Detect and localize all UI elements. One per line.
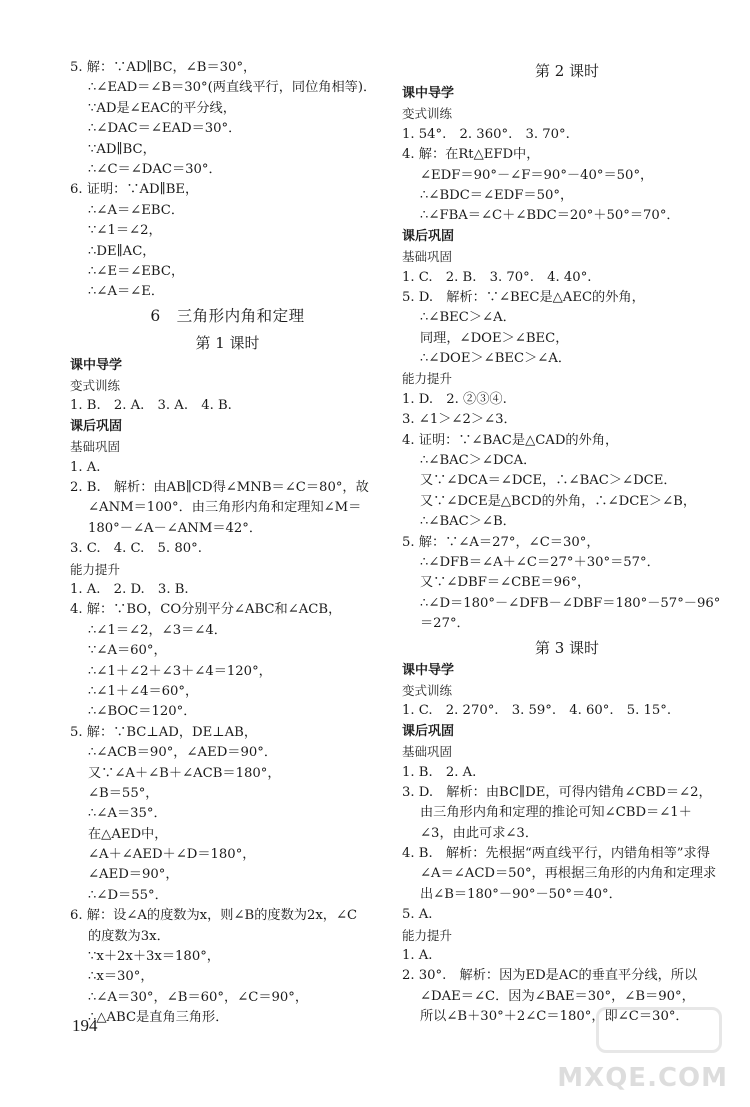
text-line: ∠A＝∠ACD＝50°，再根据三角形的内角和定理求 <box>420 866 717 882</box>
section-heading: 课后巩固 <box>402 723 455 739</box>
text-line: ∴∠BAC＞∠B． <box>420 514 516 530</box>
text-line: ∴∠1＋∠2＋∠3＋∠4＝120°， <box>88 663 272 679</box>
left-column <box>70 58 385 1029</box>
text-line: ∵x＋2x＋3x＝180°， <box>88 949 220 965</box>
text-line: ∴∠DFB＝∠A＋∠C＝27°＋30°＝57°． <box>420 554 660 570</box>
text-line: 4. B. 解析：先根据“两直线平行，内错角相等”求得 <box>402 846 710 862</box>
text-line: ∴∠ACB＝90°，∠AED＝90°． <box>88 745 278 761</box>
watermark-text: MXQE.COM <box>557 1063 728 1093</box>
text-line: ∠A＋∠AED＋∠D＝180°， <box>88 847 256 863</box>
text-line: ∠AED＝90°， <box>88 867 179 883</box>
text-line: 5. 解：∵AD∥BC，∠B＝30°， <box>70 60 257 75</box>
text-line: 1. A. <box>70 459 101 475</box>
text-line: 3. C. 4. C. 5. 80°. <box>70 541 202 557</box>
text-line: 又∵∠DBF＝∠CBE＝96°， <box>420 575 591 591</box>
text-line: ∴∠A＝∠EBC． <box>88 202 185 218</box>
text-line: ∠EDF＝90°－∠F＝90°－40°＝50°， <box>420 167 654 183</box>
text-line: 又∵∠DCE是△BCD的外角，∴∠DCE＞∠B， <box>420 493 697 509</box>
text-line: 6. 证明：∵AD∥BE， <box>70 182 199 198</box>
page-number: 194 <box>72 1016 98 1035</box>
text-line: ∴∠A＝∠E． <box>88 284 165 300</box>
lesson-title: 第 2 课时 <box>534 62 600 80</box>
text-line: 1. C. 2. B. 3. 70°. 4. 40°. <box>402 269 592 285</box>
text-line: ∴x＝30°， <box>88 969 154 985</box>
text-line: ∴∠A＝35°． <box>88 806 167 822</box>
text-line: ∴∠D＝55°． <box>88 887 168 903</box>
text-line: ∴DE∥AC， <box>88 243 156 259</box>
text-line: 3. ∠1＞∠2＞∠3． <box>402 412 517 428</box>
text-line: 又∵∠DCA＝∠DCE，∴∠BAC＞∠DCE． <box>420 473 677 489</box>
text-line: 4. 证明：∵∠BAC是△CAD的外角， <box>402 432 619 448</box>
text-line: ∵∠1＝∠2， <box>88 223 162 239</box>
watermark-logo <box>557 1011 742 1101</box>
subsection-heading: 基础巩固 <box>402 744 453 760</box>
text-line: ∠DAE＝∠C．因为∠BAE＝30°，∠B＝90°， <box>420 988 695 1004</box>
subsection-heading: 能力提升 <box>402 927 453 943</box>
section-heading: 课中导学 <box>70 357 123 373</box>
text-line: 1. 54°. 2. 360°. 3. 70°. <box>402 126 570 142</box>
text-line: 5. A. <box>402 907 433 923</box>
watermark-mark-icon <box>596 1007 722 1053</box>
text-line: ＝27°． <box>420 616 470 632</box>
text-line: 1. D. 2. ②③④. <box>402 391 507 407</box>
text-line: ∴∠1＋∠4＝60°， <box>88 683 199 699</box>
text-line: ∴∠E＝∠EBC， <box>88 263 185 279</box>
section-heading: 课中导学 <box>402 86 455 101</box>
text-line: ∴∠C＝∠DAC＝30°． <box>88 161 222 177</box>
subsection-heading: 能力提升 <box>70 561 121 577</box>
text-line: 在△AED中， <box>88 826 168 842</box>
text-line: ∴∠A＝30°，∠B＝60°，∠C＝90°， <box>88 989 309 1005</box>
text-line: ∴△ABC是直角三角形． <box>88 1010 229 1026</box>
text-line: 2. B. 解析：由AB∥CD得∠MNB＝∠C＝80°，故 <box>70 480 369 496</box>
text-line: ∴∠BEC＞∠A． <box>420 310 516 326</box>
text-line: ∴∠DOE＞∠BEC＞∠A． <box>420 351 572 367</box>
text-line: ∴∠EAD＝∠B＝30°(两直线平行，同位角相等)． <box>88 80 377 96</box>
text-line: 同理，∠DOE＞∠BEC， <box>420 330 569 346</box>
text-line: 4. 解：在Rt△EFD中， <box>402 147 540 163</box>
lesson-title: 第 3 课时 <box>534 638 600 657</box>
section-heading: 课中导学 <box>402 662 455 678</box>
text-line: 1. C. 2. 270°. 3. 59°. 4. 60°. 5. 15°. <box>402 703 672 719</box>
text-line: ∴∠DAC＝∠EAD＝30°． <box>88 121 242 137</box>
text-line: ∵AD是∠EAC的平分线， <box>88 100 236 116</box>
text-line: ∠B＝55°， <box>88 785 159 801</box>
text-line: 1. A. <box>402 948 433 964</box>
text-line: 1. B. 2. A. 3. A. 4. B. <box>70 398 232 414</box>
subsection-heading: 基础巩固 <box>70 439 121 455</box>
text-line: 6. 解：设∠A的度数为x，则∠B的度数为2x，∠C <box>70 908 358 924</box>
text-line: 的度数为3x． <box>88 928 170 944</box>
text-line: 出∠B＝180°－90°－50°＝40°． <box>420 886 622 902</box>
text-line: 由三角形内角和定理的推论可知∠CBD＝∠1＋ <box>420 805 692 821</box>
text-line: 2. 30°. 解析：因为ED是AC的垂直平分线，所以 <box>402 968 698 984</box>
text-line: 1. A. 2. D. 3. B. <box>70 581 189 597</box>
text-line: ∴∠D＝180°－∠DFB－∠DBF＝180°－57°－96° <box>420 595 721 611</box>
text-line: ∴∠BDC＝∠EDF＝50°， <box>420 187 574 203</box>
text-line: ∴∠BAC＞∠DCA． <box>420 453 537 469</box>
text-line: ∴∠BOC＝120°． <box>88 704 197 720</box>
text-line: 3. D. 解析：由BC∥DE，可得内错角∠CBD＝∠2， <box>402 784 712 800</box>
text-line: ∵AD∥BC， <box>88 141 156 157</box>
subsection-heading: 基础巩固 <box>402 249 453 265</box>
subsection-heading: 变式训练 <box>402 106 453 122</box>
text-line: ∵∠A＝60°， <box>88 643 167 659</box>
text-line: 180°－∠A－∠ANM＝42°． <box>88 520 263 536</box>
text-line: 又∵∠A＋∠B＋∠ACB＝180°， <box>88 765 281 781</box>
text-line: 5. 解：∵BC⊥AD，DE⊥AB， <box>70 724 258 740</box>
section-heading: 课后巩固 <box>70 418 123 434</box>
text-line: 所以∠B＋30°＋2∠C＝180°，即∠C＝30°． <box>420 1009 689 1025</box>
text-line: ∠ANM＝100°．由三角形内角和定理知∠M＝ <box>88 500 362 516</box>
text-line: 1. B. 2. A. <box>402 764 477 780</box>
subsection-heading: 能力提升 <box>402 371 453 387</box>
text-line: 4. 解：∵BO，CO分别平分∠ABC和∠ACB， <box>70 602 342 618</box>
subsection-heading: 变式训练 <box>402 682 453 698</box>
section-heading: 课后巩固 <box>402 228 455 244</box>
text-line: ∴∠1＝∠2，∠3＝∠4． <box>88 622 227 638</box>
subsection-heading: 变式训练 <box>70 378 121 394</box>
chapter-title: 6 三角形内角和定理 <box>150 306 305 325</box>
text-line: ∠3，由此可求∠3． <box>420 825 539 841</box>
right-column <box>402 58 732 1028</box>
text-line: 5. 解：∵∠A＝27°，∠C＝30°， <box>402 534 600 550</box>
lesson-title: 第 1 课时 <box>195 333 260 352</box>
text-line: ∴∠FBA＝∠C＋∠BDC＝20°＋50°＝70°． <box>420 208 680 224</box>
text-line: 5. D. 解析：∵∠BEC是△AEC的外角， <box>402 289 645 305</box>
